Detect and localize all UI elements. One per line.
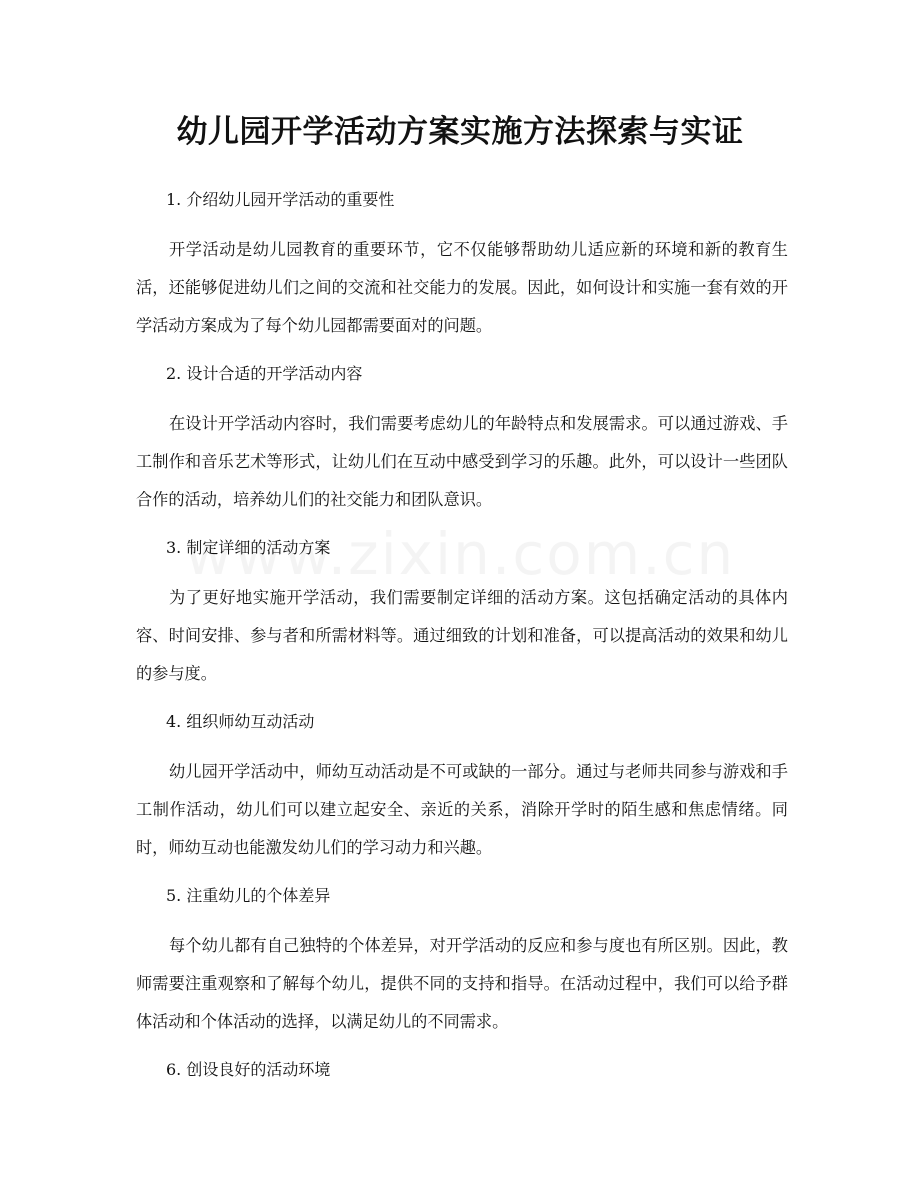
section-heading-4: 4. 组织师幼互动活动	[166, 712, 315, 731]
section-heading-6: 6. 创设良好的活动环境	[166, 1060, 331, 1079]
section-paragraph-1: 开学活动是幼儿园教育的重要环节，它不仅能够帮助幼儿适应新的环境和新的教育生活，还能够促进幼儿们之间的交流和社交能力的发展。因此，如何设计和实施一套有效的开学活动方案成为了每个幼儿园都需要面对的问题。	[136, 240, 788, 335]
page-title: 幼儿园开学活动方案实施方法探索与实证	[176, 114, 744, 150]
section-heading-1: 1. 介绍幼儿园开学活动的重要性	[166, 190, 395, 209]
section-heading-3: 3. 制定详细的活动方案	[166, 538, 331, 557]
section-paragraph-2: 在设计开学活动内容时，我们需要考虑幼儿的年龄特点和发展需求。可以通过游戏、手工制作和音乐艺术等形式，让幼儿们在互动中感受到学习的乐趣。此外，可以设计一些团队合作的活动，培养幼儿们的社交能力和团队意识。	[136, 414, 788, 509]
section-paragraph-5: 每个幼儿都有自己独特的个体差异，对开学活动的反应和参与度也有所区别。因此，教师需要注重观察和了解每个幼儿，提供不同的支持和指导。在活动过程中，我们可以给予群体活动和个体活动的选择，以满足幼儿的不同需求。	[136, 936, 788, 1031]
section-heading-2: 2. 设计合适的开学活动内容	[166, 364, 363, 383]
section-paragraph-3: 为了更好地实施开学活动，我们需要制定详细的活动方案。这包括确定活动的具体内容、时间安排、参与者和所需材料等。通过细致的计划和准备，可以提高活动的效果和幼儿的参与度。	[136, 588, 788, 683]
document-body	[136, 181, 788, 1089]
section-paragraph-4: 幼儿园开学活动中，师幼互动活动是不可或缺的一部分。通过与老师共同参与游戏和手工制作活动，幼儿们可以建立起安全、亲近的关系，消除开学时的陌生感和焦虑情绪。同时，师幼互动也能激发幼儿们的学习动力和兴趣。	[136, 762, 788, 857]
section-heading-5: 5. 注重幼儿的个体差异	[166, 886, 331, 905]
